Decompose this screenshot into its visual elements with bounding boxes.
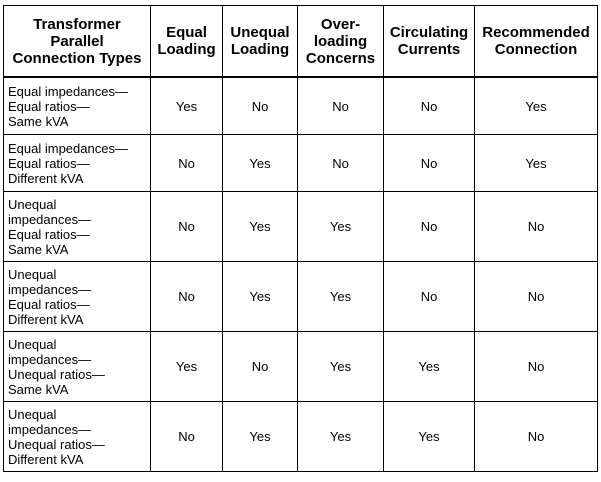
header-circulating-currents-line: Circulating <box>389 24 469 41</box>
unequal-loading-cell: No <box>223 332 298 402</box>
table-container <box>3 5 598 472</box>
recommended-connection-cell: Yes <box>475 77 598 135</box>
equal-loading-cell: No <box>151 262 223 332</box>
recommended-connection-cell: No <box>475 192 598 262</box>
connection-type-line: Different kVA <box>8 451 84 467</box>
overloading-concerns-cell: Yes <box>298 332 384 402</box>
connection-type-line: Equal ratios— <box>8 226 90 242</box>
header-equal-loading <box>151 6 223 78</box>
header-connection-types-line: Transformer <box>33 15 121 33</box>
header-recommended-connection-line: Connection <box>494 41 578 58</box>
connection-type-line: Unequal <box>8 196 57 212</box>
circulating-currents-cell: Yes <box>384 402 475 472</box>
circulating-currents-cell: No <box>384 135 475 192</box>
connection-type-line: Same kVA <box>8 381 69 397</box>
table-row <box>4 77 598 135</box>
connection-type-line: Unequal ratios— <box>8 436 105 452</box>
equal-loading-cell: Yes <box>151 77 223 135</box>
header-equal-loading-line: Loading <box>157 41 216 58</box>
circulating-currents-cell: No <box>384 77 475 135</box>
connection-type-cell <box>4 135 151 192</box>
connection-type-cell <box>4 192 151 262</box>
header-circulating-currents <box>384 6 475 78</box>
connection-type-line: impedances— <box>8 211 92 227</box>
connection-type-line: Unequal <box>8 266 57 282</box>
recommended-connection-cell: No <box>475 402 598 472</box>
circulating-currents-cell: No <box>384 192 475 262</box>
connection-type-line: Equal impedances— <box>8 83 128 99</box>
equal-loading-cell: No <box>151 402 223 472</box>
recommended-connection-cell: No <box>475 332 598 402</box>
table-row <box>4 192 598 262</box>
recommended-connection-cell: Yes <box>475 135 598 192</box>
header-overloading-concerns-line: Over- <box>320 15 361 33</box>
table-row <box>4 402 598 472</box>
recommended-connection-cell: No <box>475 262 598 332</box>
overloading-concerns-cell: No <box>298 77 384 135</box>
overloading-concerns-cell: Yes <box>298 192 384 262</box>
equal-loading-cell: Yes <box>151 332 223 402</box>
overloading-concerns-cell: Yes <box>298 262 384 332</box>
connection-type-line: Equal ratios— <box>8 155 90 171</box>
header-equal-loading-line: Equal <box>166 24 207 41</box>
connection-type-line: Different kVA <box>8 170 84 186</box>
overloading-concerns-cell: No <box>298 135 384 192</box>
connection-type-cell <box>4 77 151 135</box>
unequal-loading-cell: Yes <box>223 135 298 192</box>
table-row <box>4 332 598 402</box>
connection-type-line: impedances— <box>8 351 92 367</box>
header-unequal-loading-line: Unequal <box>230 24 290 41</box>
table-row <box>4 135 598 192</box>
connection-type-cell <box>4 402 151 472</box>
table-row <box>4 262 598 332</box>
header-unequal-loading-line: Loading <box>230 41 290 58</box>
connection-type-line: Same kVA <box>8 113 69 129</box>
circulating-currents-cell: No <box>384 262 475 332</box>
connection-type-line: Equal ratios— <box>8 98 90 114</box>
overloading-concerns-cell: Yes <box>298 402 384 472</box>
connection-type-line: Equal ratios— <box>8 296 90 312</box>
unequal-loading-cell: No <box>223 77 298 135</box>
header-connection-types-line: Connection Types <box>12 49 142 67</box>
parallel-connection-table <box>3 5 598 472</box>
unequal-loading-cell: Yes <box>223 402 298 472</box>
header-unequal-loading <box>223 6 298 78</box>
connection-type-line: Unequal <box>8 336 57 352</box>
header-circulating-currents-line: Currents <box>397 41 461 58</box>
equal-loading-cell: No <box>151 135 223 192</box>
header-overloading-concerns <box>298 6 384 78</box>
connection-type-line: impedances— <box>8 281 92 297</box>
unequal-loading-cell: Yes <box>223 192 298 262</box>
connection-type-line: Same kVA <box>8 241 69 257</box>
header-overloading-concerns-line: loading <box>313 32 368 50</box>
header-overloading-concerns-line: Concerns <box>305 49 376 67</box>
circulating-currents-cell: Yes <box>384 332 475 402</box>
equal-loading-cell: No <box>151 192 223 262</box>
connection-type-cell <box>4 332 151 402</box>
header-connection-types <box>4 6 151 78</box>
connection-type-line: Unequal <box>8 406 57 422</box>
connection-type-line: Different kVA <box>8 311 84 327</box>
connection-type-line: Unequal ratios— <box>8 366 105 382</box>
connection-type-cell <box>4 262 151 332</box>
unequal-loading-cell: Yes <box>223 262 298 332</box>
header-recommended-connection-line: Recommended <box>482 24 590 41</box>
connection-type-line: impedances— <box>8 421 92 437</box>
header-recommended-connection <box>475 6 598 78</box>
header-row <box>4 6 598 78</box>
connection-type-line: Equal impedances— <box>8 140 128 156</box>
header-connection-types-line: Parallel <box>50 32 104 50</box>
